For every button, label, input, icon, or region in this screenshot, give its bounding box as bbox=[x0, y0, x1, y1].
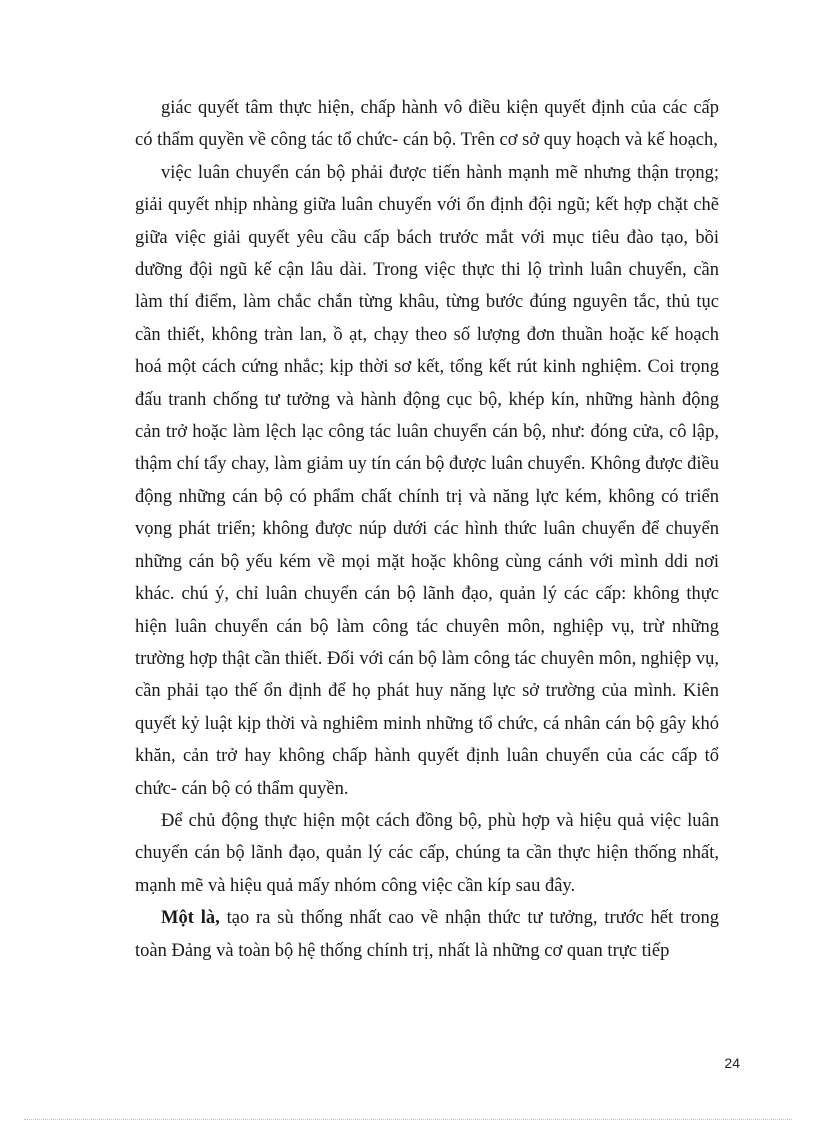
page-number: 24 bbox=[724, 1055, 740, 1071]
paragraph-4-text: tạo ra sù thống nhất cao về nhận thức tư tưởng, trước hết trong toàn Đảng và toàn bộ hệ thống chính trị, nhất là những cơ quan trực tiếp bbox=[135, 908, 720, 961]
paragraph-4-lead: Một là, bbox=[161, 908, 220, 929]
paragraph-1: giác quyết tâm thực hiện, chấp hành vô điều kiện quyết định của các cấp có thẩm quyền về công tác tổ chức- cán bộ. Trên cơ sở quy hoạch và kế hoạch, bbox=[135, 98, 719, 151]
paragraph-4 bbox=[135, 902, 719, 967]
footer-divider bbox=[24, 1119, 792, 1120]
paragraph-2: việc luân chuyển cán bộ phải được tiến hành mạnh mẽ nhưng thận trọng; giải quyết nhịp nhàng giữa luân chuyển với ổn định đội ngũ; kết hợp chặt chẽ giữa việc giải quyết yêu cầu cấp bách trước mắt với mục tiêu đào tạo, bồi dưỡng đội ngũ kế cận lâu dài. Trong việc thực thi lộ trình luân chuyển, cần làm thí điểm, làm chắc chắn từng khâu, từng bước đúng nguyên tắc, thủ tục cần thiết, không tràn lan, ồ ạt, chạy theo số lượng đơn thuần hoặc kế hoạch hoá một cách cứng nhắc; kịp thời sơ kết, tổng kết rút kinh nghiệm. Coi trọng đấu tranh chống tư tưởng và hành động cục bộ, khép kín, những hành động cản trở hoặc làm lệch lạc công tác luân chuyển cán bộ, như: đóng cửa, cô lập, thậm chí tẩy chay, làm giảm uy tín cán bộ được luân chuyển. Không được điều động những cán bộ có phẩm chất chính trị và năng lực kém, không có triển vọng phát triển; không được núp dưới các hình thức luân chuyển để chuyển những cán bộ yếu kém về mọi mặt hoặc không cùng cánh với mình ddi nơi khác. chú ý, chỉ luân chuyển cán bộ lãnh đạo, quản lý các cấp: không thực hiện luân chuyển cán bộ làm công tác chuyên môn, nghiệp vụ, trừ những trường hợp thật cần thiết. Đối với cán bộ làm công tác chuyên môn, nghiệp vụ, cần phải tạo thế ổn định để họ phát huy năng lực sở trường của mình. Kiên quyết kỷ luật kịp thời và nghiêm minh những tổ chức, cá nhân cán bộ gây khó khăn, cản trở hay không chấp hành quyết định luân chuyển của các cấp tổ chức- cán bộ có thẩm quyền. bbox=[135, 162, 719, 799]
body-text bbox=[135, 92, 719, 967]
paragraph-3: Để chủ động thực hiện một cách đồng bộ, phù hợp và hiệu quả việc luân chuyển cán bộ lãnh đạo, quản lý các cấp, chúng ta cần thực hiện thống nhất, mạnh mẽ và hiệu quả mấy nhóm công việc cần kíp sau đây. bbox=[135, 810, 719, 896]
